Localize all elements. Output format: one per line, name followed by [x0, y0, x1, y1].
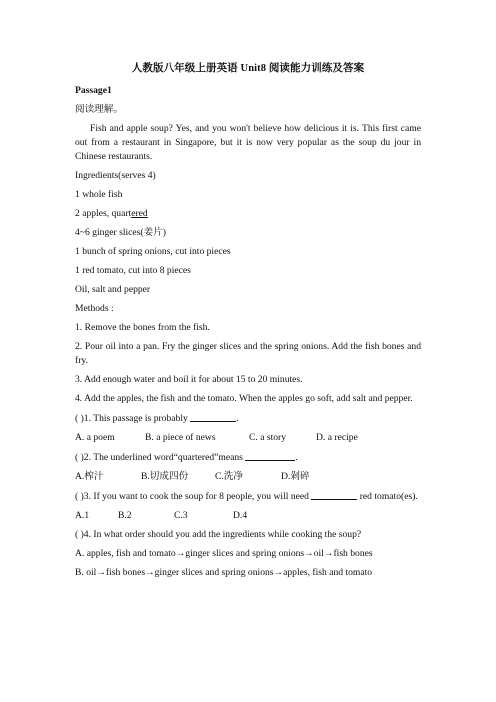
- option-b[interactable]: B. oil→fish bones→ginger slices and spring onions→apples, fish and tomato: [75, 567, 373, 578]
- ingredient-apples-text: 2 apples, quart: [75, 208, 132, 219]
- document-title: 人教版八年级上册英语 Unit8 阅读能力训练及答案: [131, 63, 365, 74]
- question-end: .: [295, 452, 298, 463]
- methods-heading: Methods :: [75, 303, 114, 314]
- question-1-options: [75, 431, 421, 445]
- underlined-word: ered: [131, 208, 148, 219]
- method-step: 2. Pour oil into a pan. Fry the ginger slices and the spring onions. Add the fish bones and fry.: [75, 341, 421, 366]
- question-end: red tomato(es).: [357, 491, 418, 502]
- option-b[interactable]: B. a piece of news: [145, 432, 216, 443]
- question-2-options: [75, 470, 421, 484]
- question-3: [75, 489, 421, 504]
- option-a[interactable]: A. apples, fish and tomato→ginger slices and spring onions→oil→fish bones: [75, 548, 373, 559]
- question-end: .: [236, 413, 239, 424]
- answer-blank[interactable]: [190, 411, 239, 424]
- option-a[interactable]: A.榨汁: [75, 471, 104, 482]
- option-d[interactable]: D. a recipe: [316, 432, 358, 443]
- ingredients-heading: Ingredients(serves 4): [75, 170, 156, 181]
- ingredient-apples: [75, 207, 421, 221]
- question-stem: ( )4. In what order should you add the ingredients while cooking the soup?: [75, 529, 362, 540]
- document-page: [75, 62, 421, 585]
- question-stem: ( )3. If you want to cook the soup for 8 people, you will need: [75, 491, 312, 502]
- instruction: 阅读理解。: [75, 104, 123, 115]
- passage-heading: Passage1: [75, 85, 112, 96]
- question-3-options: [75, 509, 421, 523]
- option-d[interactable]: D.4: [233, 510, 248, 521]
- intro-paragraph: Fish and apple soup? Yes, and you won't believe how delicious it is. This first came out from a restaurant in Singapore, but it is now very popular as the soup du jour in Chinese restaurants.: [75, 123, 421, 162]
- method-step: 3. Add enough water and boil it for about 15 to 20 minutes.: [75, 374, 303, 385]
- option-a[interactable]: A. a poem: [75, 432, 115, 443]
- ingredient-onions: 1 bunch of spring onions, cut into pieces: [75, 246, 231, 257]
- question-1: [75, 411, 421, 426]
- option-b[interactable]: B.切成四份: [141, 471, 189, 482]
- option-a[interactable]: A.1: [75, 510, 90, 521]
- question-stem: ( )1. This passage is probably: [75, 413, 191, 424]
- method-step: 4. Add the apples, the fish and the tomato. When the apples go soft, add salt and pepper.: [75, 393, 413, 404]
- question-4: [75, 528, 421, 542]
- answer-blank[interactable]: [311, 489, 357, 500]
- ingredient-ginger: 4~6 ginger slices(姜片): [75, 227, 166, 238]
- option-b[interactable]: B.2: [118, 510, 132, 521]
- question-stem: ( )2. The underlined word“quartered”means: [75, 452, 246, 463]
- option-c[interactable]: C.3: [174, 510, 188, 521]
- ingredient-tomato: 1 red tomato, cut into 8 pieces: [75, 265, 191, 276]
- question-2: [75, 450, 421, 465]
- method-step: 1. Remove the bones from the fish.: [75, 322, 210, 333]
- answer-blank[interactable]: [245, 450, 298, 463]
- option-d[interactable]: D.剁碎: [281, 471, 310, 482]
- option-c[interactable]: C. a story: [249, 432, 287, 443]
- ingredient-fish: 1 whole fish: [75, 189, 123, 200]
- ingredient-seasoning: Oil, salt and pepper: [75, 284, 151, 295]
- option-c[interactable]: C.洗净: [215, 471, 243, 482]
